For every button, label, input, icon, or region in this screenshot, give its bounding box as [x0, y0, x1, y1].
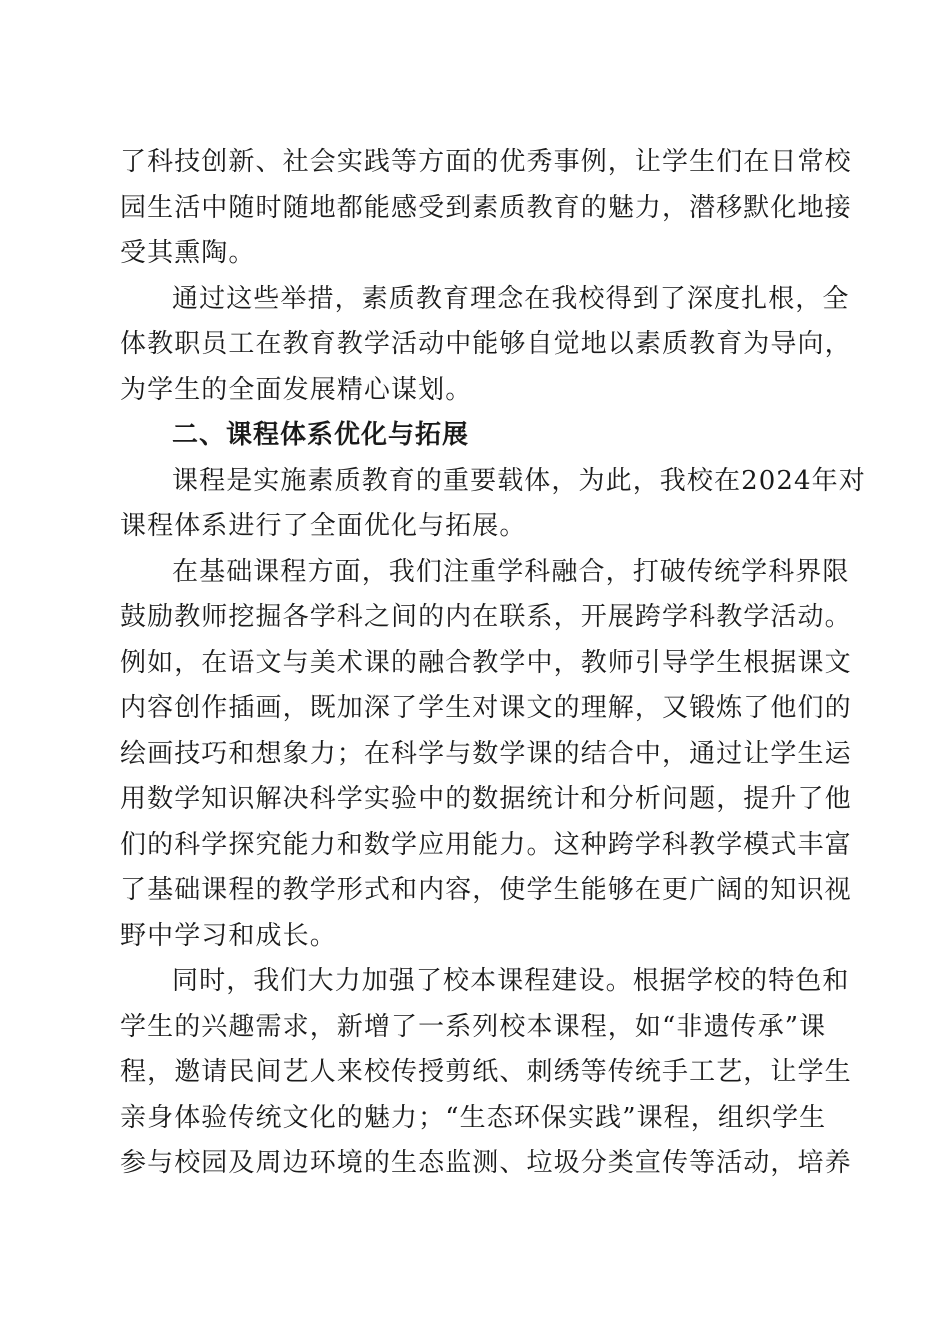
text-line: 园生活中随时随地都能感受到素质教育的魅力，潜移默化地接	[120, 192, 852, 223]
text-line: 课程体系进行了全面优化与拓展。	[120, 511, 527, 541]
text-line: 在基础课程方面，我们注重学科融合，打破传统学科界限	[172, 556, 850, 587]
text-line: 通过这些举措，素质教育理念在我校得到了深度扎根，全	[172, 283, 850, 314]
text-line: 课程是实施素质教育的重要载体，为此，我校在2024年对	[172, 465, 866, 496]
section-heading-block	[120, 413, 830, 459]
text-line: 学生的兴趣需求，新增了一系列校本课程，如“非遗传承”课	[120, 1011, 827, 1042]
text-line: 们的科学探究能力和数学应用能力。这种跨学科教学模式丰富	[120, 829, 852, 860]
text-line: 同时，我们大力加强了校本课程建设。根据学校的特色和	[172, 966, 850, 996]
text-line: 野中学习和成长。	[120, 920, 337, 951]
text-line: 参与校园及周边环境的生态监测、垃圾分类宣传等活动，培养	[120, 1148, 852, 1178]
text-line: 程，邀请民间艺人来校传授剪纸、刺绣等传统手工艺，让学生	[120, 1057, 852, 1087]
paragraph	[120, 550, 852, 960]
text-line: 为学生的全面发展精心谋划。	[120, 374, 473, 405]
text-line: 受其熏陶。	[120, 238, 256, 268]
paragraph	[120, 140, 852, 277]
text-line: 鼓励教师挖掘各学科之间的内在联系，开展跨学科教学活动。	[120, 602, 852, 632]
text-line: 了基础课程的教学形式和内容，使学生能够在更广阔的知识视	[120, 875, 852, 905]
text-line: 例如，在语文与美术课的融合教学中，教师引导学生根据课文	[120, 647, 852, 678]
document-page	[120, 140, 866, 1187]
text-line: 了科技创新、社会实践等方面的优秀事例，让学生们在日常校	[120, 147, 852, 177]
section-heading: 二、课程体系优化与拓展	[172, 420, 470, 450]
text-line: 内容创作插画，既加深了学生对课文的理解，又锻炼了他们的	[120, 693, 852, 723]
text-line: 用数学知识解决科学实验中的数据统计和分析问题，提升了他	[120, 784, 852, 814]
text-line: 亲身体验传统文化的魅力；“生态环保实践”课程，组织学生	[120, 1102, 827, 1133]
paragraph	[120, 959, 852, 1187]
paragraph	[120, 459, 866, 550]
text-line: 绘画技巧和想象力；在科学与数学课的结合中，通过让学生运	[120, 738, 852, 769]
paragraph	[120, 277, 852, 414]
text-line: 体教职员工在教育教学活动中能够自觉地以素质教育为导向，	[120, 329, 852, 359]
